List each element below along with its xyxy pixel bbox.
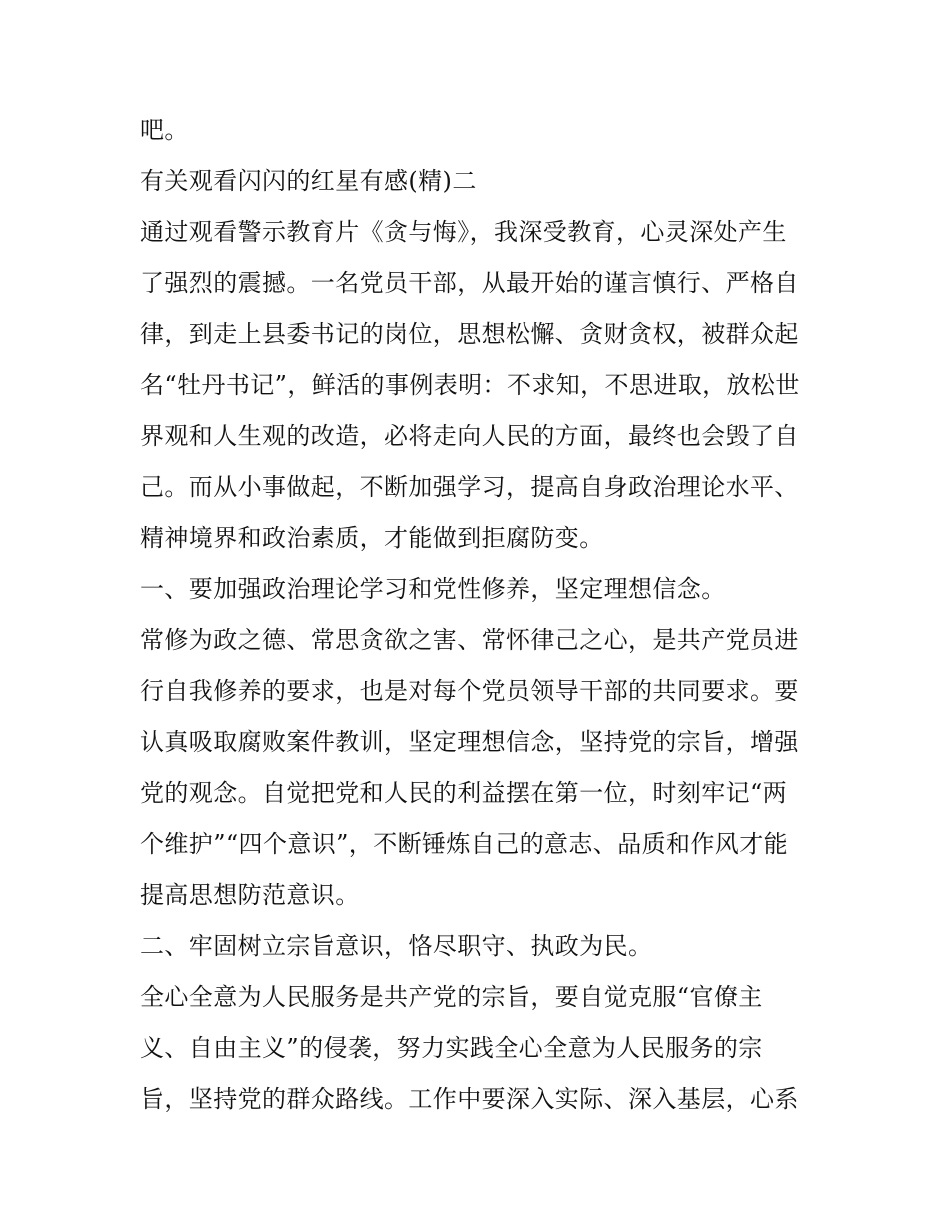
text-line: 义、自由主义”的侵袭，努力实践全心全意为人民服务的宗	[140, 1034, 763, 1062]
text-line: 通过观看警示教育片《贪与悔》，我深受教育，心灵深处产生	[140, 218, 787, 246]
text-line: 行自我修养的要求，也是对每个党员领导干部的共同要求。要	[140, 677, 799, 705]
text-line: 己。而从小事做起，不断加强学习，提高自身政治理论水平、	[140, 473, 799, 501]
text-line: 常修为政之德、常思贪欲之害、常怀律己之心，是共产党员进	[140, 626, 799, 654]
text-line: 党的观念。自觉把党和人民的利益摆在第一位，时刻牢记“两	[140, 779, 788, 807]
text-line: 旨，坚持党的群众路线。工作中要深入实际、深入基层，心系	[140, 1085, 799, 1113]
subsection-heading: 二、牢固树立宗旨意识，恪尽职守、执政为民。	[140, 932, 653, 960]
text-line: 提高思想防范意识。	[140, 881, 360, 909]
text-line: 律，到走上县委书记的岗位，思想松懈、贪财贪权，被群众起	[140, 320, 799, 348]
subsection-heading: 一、要加强政治理论学习和党性修养，坚定理想信念。	[140, 575, 726, 603]
text-line: 界观和人生观的改造，必将走向人民的方面，最终也会毁了自	[140, 422, 799, 450]
section-heading: 有关观看闪闪的红星有感(精)二	[140, 167, 477, 195]
text-line: 名“牡丹书记”，鲜活的事例表明：不求知，不思进取，放松世	[140, 371, 800, 399]
text-line: 精神境界和政治素质，才能做到拒腐防变。	[140, 524, 604, 552]
document-body	[140, 105, 830, 1125]
text-line: 个维护”“四个意识”，不断锤炼自己的意志、品质和作风才能	[140, 830, 789, 858]
text-line: 全心全意为人民服务是共产党的宗旨，要自觉克服“官僚主	[140, 983, 763, 1011]
text-line: 认真吸取腐败案件教训，坚定理想信念，坚持党的宗旨，增强	[140, 728, 799, 756]
text-line: 了强烈的震撼。一名党员干部，从最开始的谨言慎行、严格自	[140, 269, 799, 297]
text-line: 吧。	[140, 116, 189, 144]
